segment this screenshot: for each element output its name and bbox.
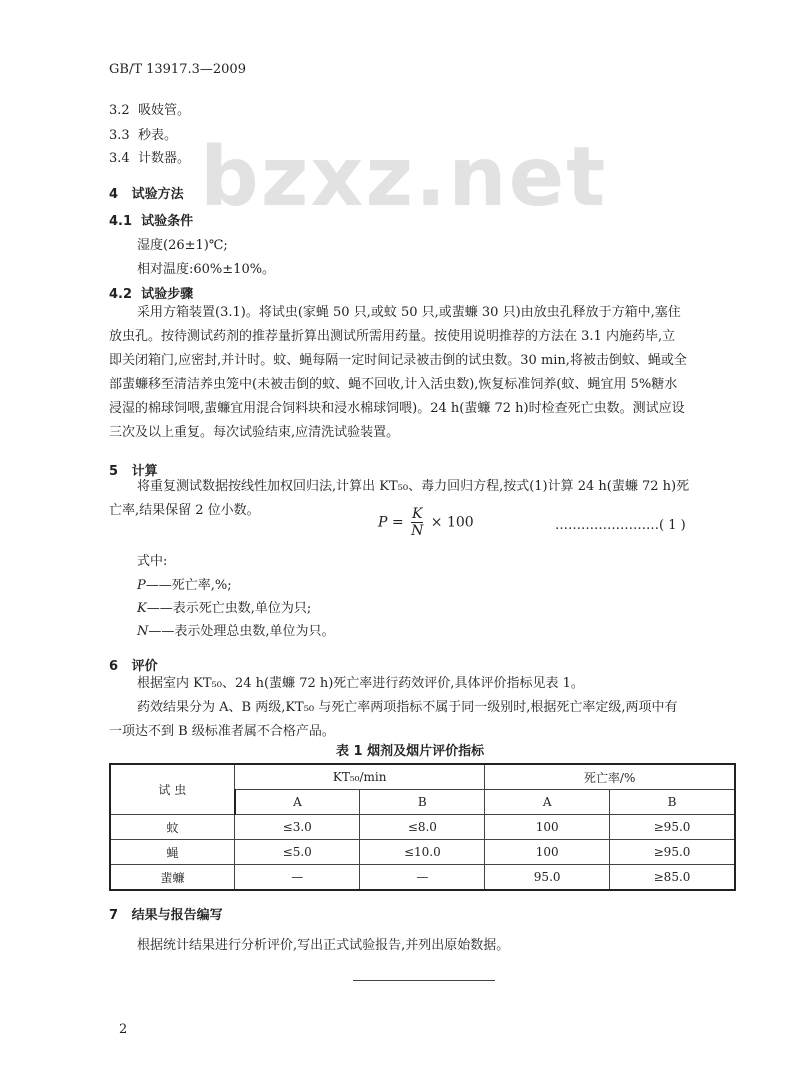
section-4-1-heading: [109, 210, 193, 229]
item-text: 吸妓管。: [137, 103, 190, 118]
paragraph-line: 部蜚蠊移至清洁养虫笼中(未被击倒的蚊、蝇不回收,计入活虫数),恢复标准饲养(蚊、蝇宜用 5%糖水: [109, 377, 678, 392]
table-caption: 表 1 烟剂及烟片评价指标: [336, 744, 485, 759]
section-number: 4.2: [109, 287, 133, 302]
paragraph-line: 采用方箱装置(3.1)。将试虫(家蝇 50 只,或蚊 50 只,或蜚蠊 30 只)由放虫孔释放于方箱中,塞住: [137, 305, 681, 320]
item-number: 3.3: [109, 128, 130, 143]
item-3-2: [109, 99, 190, 118]
cell-kt-b: ≤8.0: [360, 815, 485, 840]
paragraph-line: 放虫孔。按待测试药剂的推荐量折算出测试所需用药量。按使用说明推荐的方法在 3.1 内施药毕,立: [109, 329, 676, 344]
formula-numerator: K: [411, 506, 423, 522]
evaluation-table: [109, 763, 736, 891]
section-title: 试验条件: [141, 214, 194, 229]
variable-symbol: P: [137, 578, 146, 593]
paragraph-line: 三次及以上重复。每次试验结束,应清洗试验装置。: [109, 425, 400, 440]
section-4-heading: [109, 183, 184, 202]
table-row: [110, 815, 735, 840]
standard-code: GB/T 13917.3—2009: [109, 62, 246, 77]
formula-rhs: × 100: [430, 514, 474, 531]
section-title: 计算: [131, 464, 158, 479]
item-text: 秒表。: [137, 128, 177, 143]
section-number: 4: [109, 187, 119, 202]
cell-insect: 蚊: [110, 815, 235, 840]
formula-lhs: P =: [378, 514, 404, 531]
section-4-2-heading: [109, 283, 193, 302]
item-3-4: [109, 147, 190, 166]
cell-m-a: 100: [485, 840, 610, 865]
section-number: 5: [109, 464, 119, 479]
cell-insect: 蝇: [110, 840, 235, 865]
item-3-3: [109, 124, 177, 143]
table-row: [110, 865, 735, 891]
paragraph-line: 浸湿的棉球饲喂,蜚蠊宜用混合饲料块和浸水棉球饲喂)。24 h(蜚蠊 72 h)时检查死亡虫数。测试应设: [109, 401, 685, 416]
page-number: 2: [119, 1022, 128, 1037]
formula: [378, 506, 474, 539]
cell-kt-a: ≤5.0: [235, 840, 360, 865]
section-title: 试验步骤: [141, 287, 194, 302]
variable-desc: ——表示死亡虫数,单位为只;: [146, 601, 312, 616]
cell-m-a: 100: [485, 815, 610, 840]
formula-denominator: N: [411, 523, 424, 539]
subheader-m-b: B: [610, 790, 735, 815]
cell-insect: 蜚蠊: [110, 865, 235, 891]
formula-fraction: [411, 506, 423, 539]
table-header-row: [110, 764, 735, 790]
variable-def: [137, 597, 311, 616]
condition-line: 相对温度:60%±10%。: [137, 262, 276, 277]
cell-m-b: ≥95.0: [610, 840, 735, 865]
procedure-paragraph: [109, 301, 687, 445]
header-insect: 试 虫: [110, 764, 235, 815]
cell-kt-a: —: [235, 865, 360, 891]
cell-kt-b: ≤10.0: [360, 840, 485, 865]
paragraph-line: 根据室内 KT₅₀、24 h(蜚蠊 72 h)死亡率进行药效评价,具体评价指标见表 1。: [137, 676, 584, 691]
header-mortality: 死亡率/%: [485, 764, 735, 790]
table-row: [110, 840, 735, 865]
paragraph-line: 将重复测试数据按线性加权回归法,计算出 KT₅₀、毒力回归方程,按式(1)计算 24 h(蜚蠊 72 h)死: [137, 479, 690, 494]
formula-number: ……………………( 1 ): [555, 518, 686, 533]
cell-m-a: 95.0: [485, 865, 610, 891]
paragraph-line: 亡率,结果保留 2 位小数。: [109, 503, 260, 518]
section-title: 试验方法: [131, 187, 184, 202]
section-title: 结果与报告编写: [131, 908, 223, 923]
paragraph-line: 药效结果分为 A、B 两级,KT₅₀ 与死亡率两项指标不属于同一级别时,根据死亡率定级,两项中有: [137, 700, 678, 715]
section-number: 7: [109, 908, 119, 923]
evaluation-paragraph: [109, 672, 678, 744]
section-number: 4.1: [109, 214, 133, 229]
cell-m-b: ≥85.0: [610, 865, 735, 891]
variable-symbol: N: [137, 624, 149, 639]
paragraph-line: 即关闭箱门,应密封,并计时。蚊、蝇每隔一定时间记录被击倒的试虫数。30 min,将被击倒蚊、蝇或全: [109, 353, 687, 368]
end-rule: [353, 980, 495, 981]
cell-m-b: ≥95.0: [610, 815, 735, 840]
item-number: 3.2: [109, 103, 130, 118]
header-kt50: KT₅₀/min: [235, 764, 485, 790]
variable-desc: ——死亡率,%;: [145, 578, 232, 593]
watermark: bzxz.net: [200, 130, 608, 225]
variable-desc: ——表示处理总虫数,单位为只。: [148, 624, 335, 639]
section-7-heading: [109, 904, 223, 923]
variable-symbol: K: [137, 601, 147, 616]
subheader-kt-b: B: [360, 790, 485, 815]
paragraph-line: 一项达不到 B 级标准者属不合格产品。: [109, 724, 335, 739]
cell-kt-b: —: [360, 865, 485, 891]
condition-line: 湿度(26±1)℃;: [137, 238, 228, 253]
report-line: 根据统计结果进行分析评价,写出正式试验报告,并列出原始数据。: [137, 938, 510, 953]
subheader-kt-a: A: [235, 790, 360, 815]
variable-def: [137, 574, 232, 593]
subheader-m-a: A: [485, 790, 610, 815]
item-number: 3.4: [109, 151, 130, 166]
section-number: 6: [109, 659, 119, 674]
variable-def: [137, 620, 335, 639]
where-label: 式中:: [137, 554, 168, 569]
section-title: 评价: [131, 659, 158, 674]
cell-kt-a: ≤3.0: [235, 815, 360, 840]
item-text: 计数器。: [137, 151, 190, 166]
